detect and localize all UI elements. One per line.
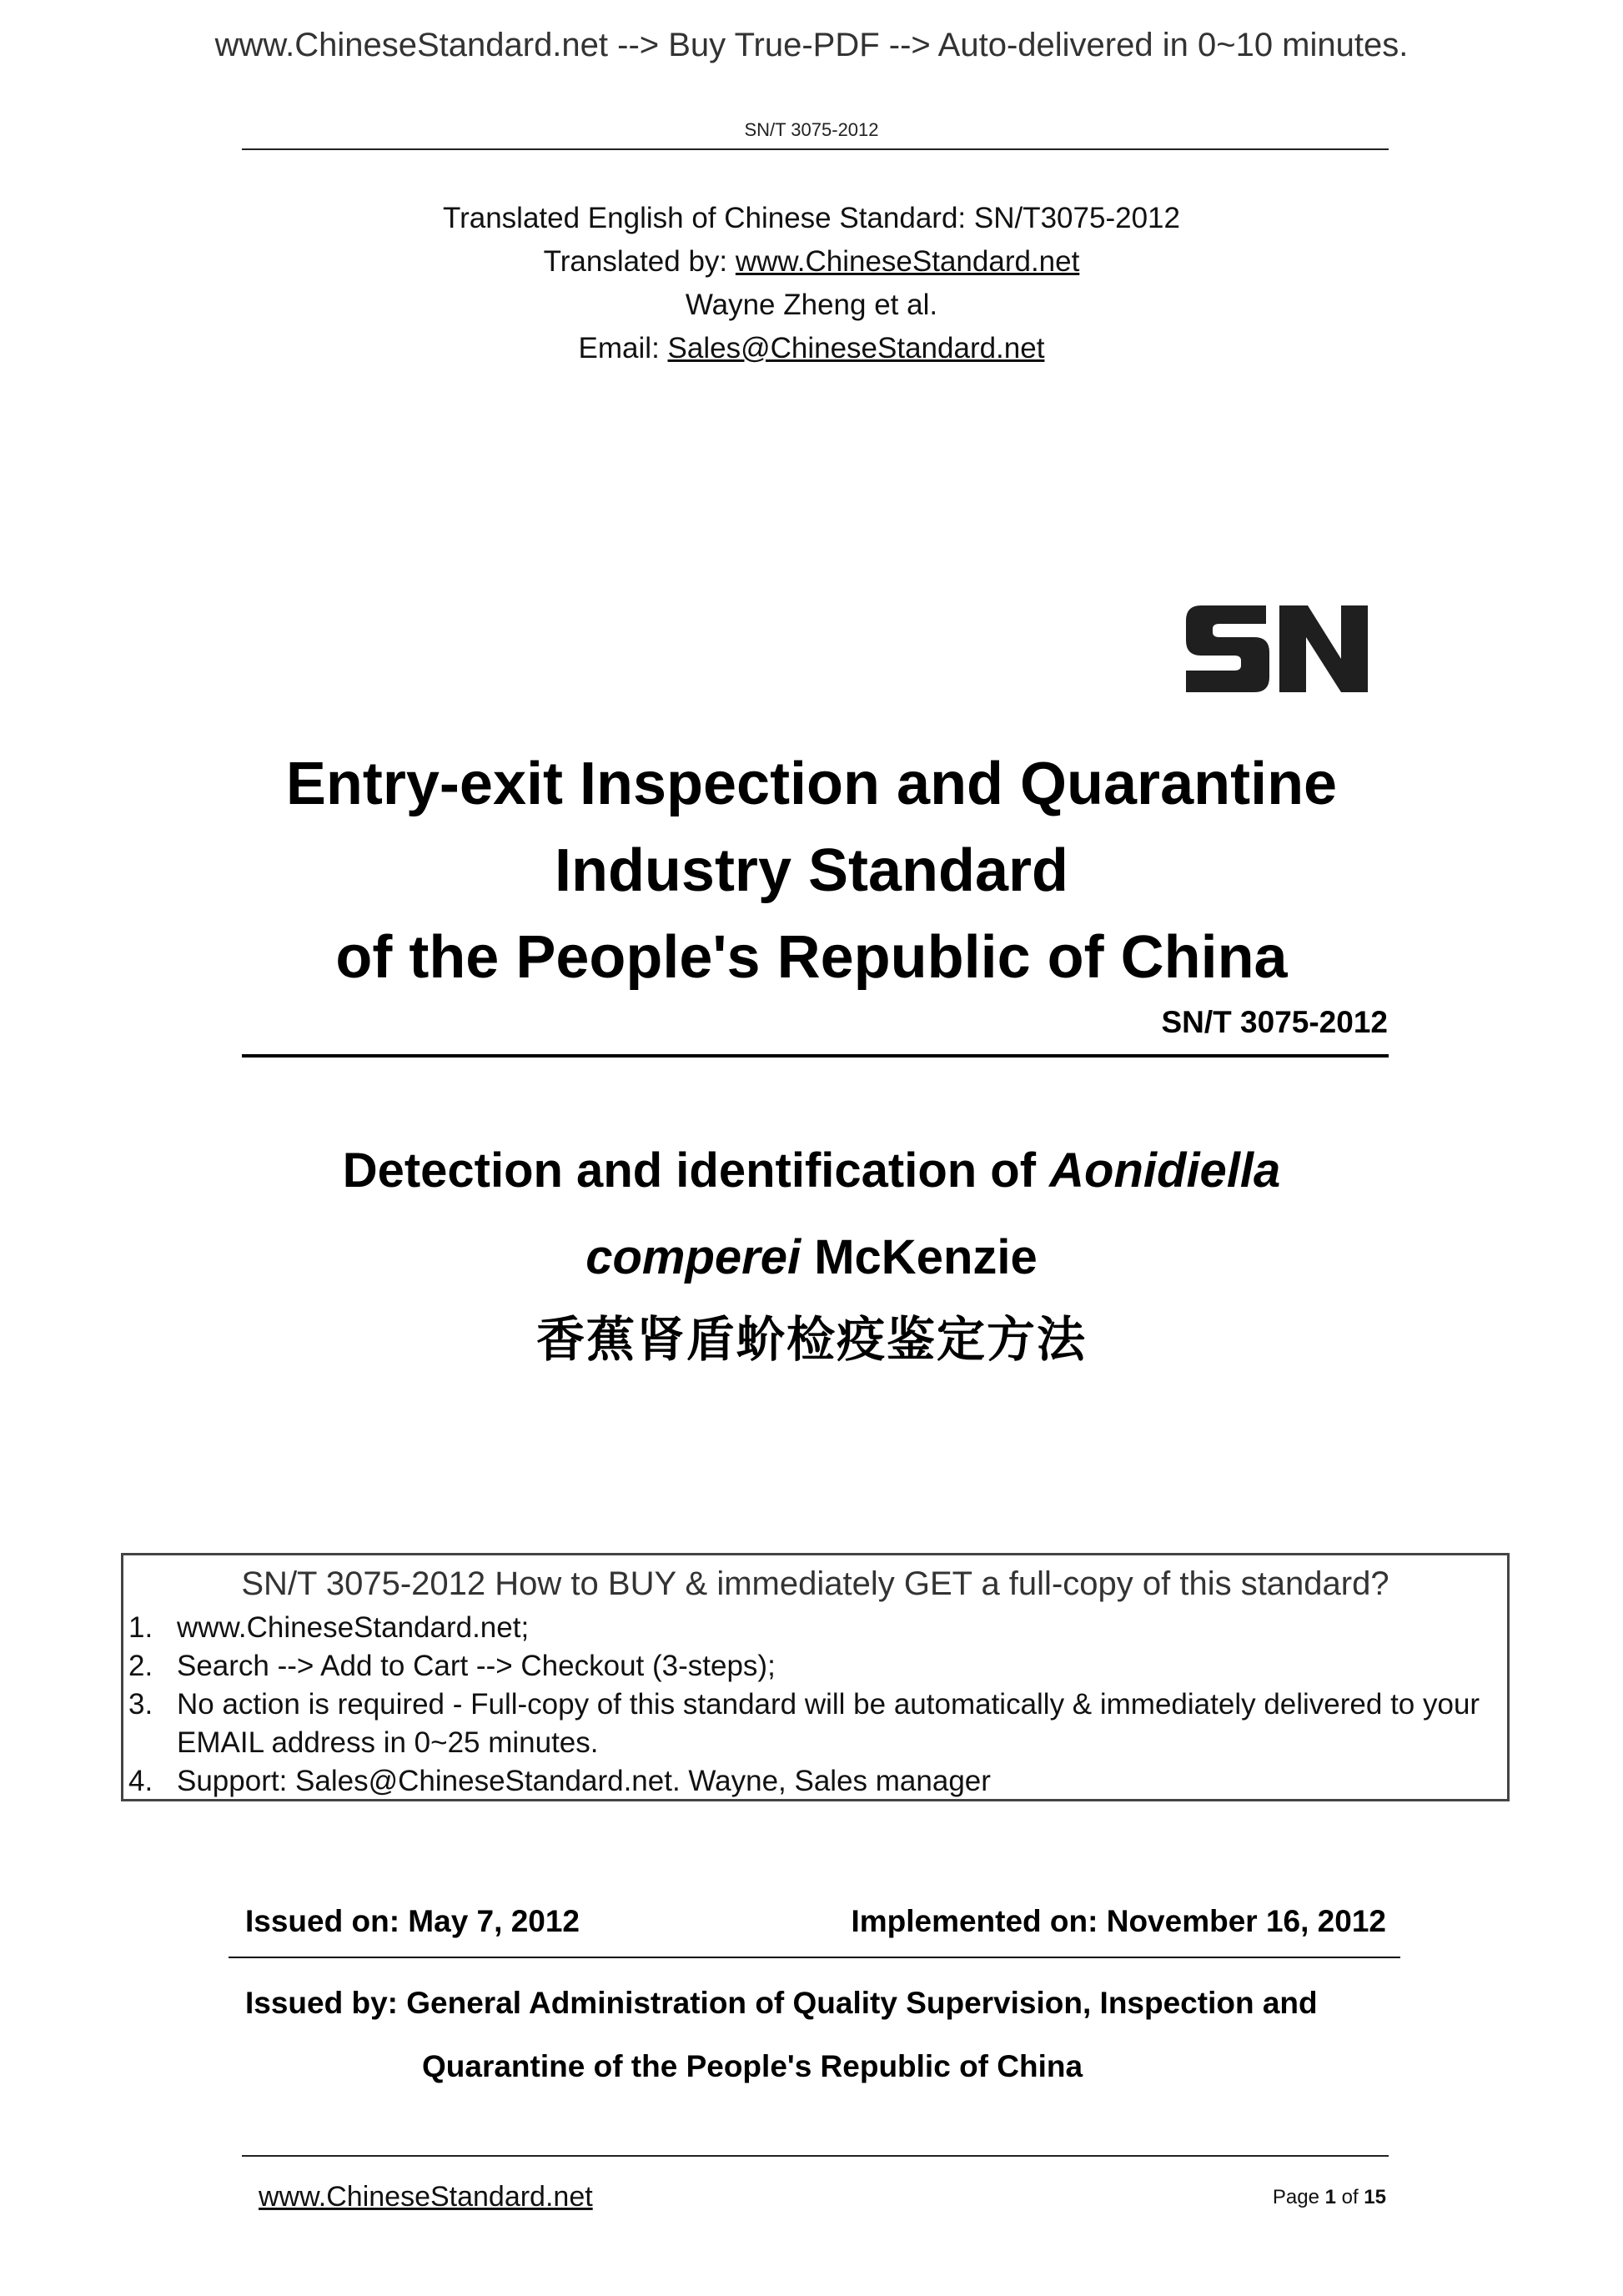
main-title (0, 741, 1623, 1001)
buy-steps-list (128, 1609, 1496, 1801)
page-current: 1 (1324, 2186, 1336, 2208)
list-item-number: 4. (128, 1765, 153, 1797)
footer-divider (242, 2155, 1389, 2157)
translated-by-label: Translated by: (543, 245, 736, 278)
sn-logo-icon (1183, 599, 1371, 699)
list-item-number: 2. (128, 1650, 153, 1682)
list-item (128, 1762, 1496, 1801)
top-banner: www.ChineseStandard.net --> Buy True-PDF --> Auto-delivered in 0~10 minutes. (214, 27, 1409, 63)
list-item (128, 1647, 1496, 1686)
subtitle-line-1 (0, 1128, 1623, 1214)
main-title-line-2: Industry Standard (554, 837, 1069, 904)
author-name: McKenzie (801, 1230, 1038, 1284)
email-label: Email: (578, 332, 668, 364)
page-label: Page (1272, 2186, 1325, 2208)
issued-by-line-1: Issued by: General Administration of Quality Supervision, Inspection and (245, 1986, 1318, 2020)
email-line (0, 330, 1623, 367)
page-total: 15 (1364, 2186, 1386, 2208)
title-divider (242, 1054, 1389, 1058)
translated-by-line (0, 244, 1623, 280)
list-item-number: 3. (128, 1688, 153, 1721)
email-link[interactable]: Sales@ChineseStandard.net (667, 332, 1045, 364)
dates-divider (229, 1957, 1400, 1958)
list-item (128, 1609, 1496, 1647)
species-name: comperei (585, 1230, 801, 1284)
list-item-text: No action is required - Full-copy of this standard will be automatically & immediately delivered to your EMAIL address in 0~25 minutes. (177, 1688, 1480, 1759)
main-title-line-3: of the People's Republic of China (335, 924, 1288, 991)
issued-by-line-2: Quarantine of the People's Republic of China (422, 2049, 1083, 2083)
standard-code: SN/T 3075-2012 (1161, 1005, 1388, 1039)
list-item-text[interactable]: www.ChineseStandard.net; (177, 1611, 530, 1644)
implemented-on-date: Implemented on: November 16, 2012 (851, 1904, 1386, 1938)
footer-link[interactable]: www.ChineseStandard.net (259, 2181, 593, 2213)
buy-box-title: SN/T 3075-2012 How to BUY & immediately GET a full-copy of this standard? (241, 1565, 1389, 1602)
buy-info-box (121, 1553, 1510, 1801)
genus-name: Aonidiella (1049, 1143, 1281, 1198)
header-standard-code: SN/T 3075-2012 (744, 119, 879, 140)
list-item (128, 1686, 1496, 1762)
list-item-text: Support: Sales@ChineseStandard.net. Wayne, Sales manager (177, 1765, 991, 1797)
issued-on-date: Issued on: May 7, 2012 (245, 1904, 580, 1938)
list-item-text: Search --> Add to Cart --> Checkout (3-steps); (177, 1650, 776, 1682)
list-item-number: 1. (128, 1611, 153, 1644)
translation-line: Translated English of Chinese Standard: SN/T3075-2012 (443, 202, 1180, 234)
chinese-title: 香蕉肾盾蚧检疫鉴定方法 (535, 1311, 1087, 1368)
page-number (1273, 2185, 1386, 2210)
authors-line: Wayne Zheng et al. (685, 289, 938, 321)
subtitle-line-2 (0, 1214, 1623, 1301)
main-title-line-1: Entry-exit Inspection and Quarantine (285, 751, 1338, 817)
subtitle-plain: Detection and identification of (342, 1143, 1050, 1198)
page-of: of (1335, 2186, 1364, 2208)
header-divider (242, 148, 1389, 150)
translator-link[interactable]: www.ChineseStandard.net (735, 245, 1080, 278)
